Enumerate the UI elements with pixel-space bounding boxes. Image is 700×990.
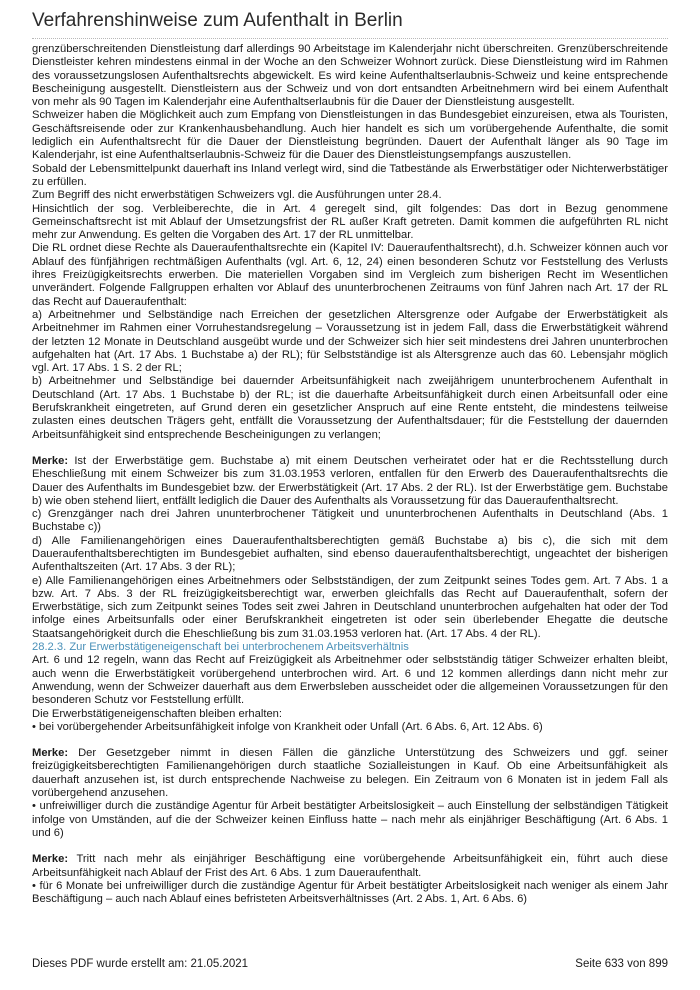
paragraph: Die RL ordnet diese Rechte als Daueraufenthaltsrechte ein (Kapitel IV: Daueraufenthaltsrecht), d.h. Schweizer können auch vor Ablauf des fünfjährigen rechtmäßigen Aufenthalts (vgl. Art. 6, 12, 24) einen besonderen Schutz vor Feststellung des Verlusts ihres Freizügigkeitsrechts erwerben. Die materiellen Vorgaben sind im Vergleich zum bisherigen Recht im Wesentlichen unverändert. Folgende Fallgruppen erhalten vor Ablauf des ununterbrochenen Zeitraums von fünf Jahren nach Art. 17 der RL das Recht auf Daueraufenthalt: <box>32 242 668 308</box>
merke-label: Merke: <box>32 853 69 866</box>
paragraph: Hinsichtlich der sog. Verbleiberechte, die in Art. 4 geregelt sind, gilt folgendes: Das dort in Bezug genommene Gemeinschaftsrecht ist mit Ablauf der Umsetzungsfrist der RL außer Kraft getreten. Damit kommen die aufgeführten RL nicht mehr zur Anwendung. Es gelten die Vorgaben des Art. 17 der RL unmittelbar. <box>32 202 668 242</box>
merke-text: Der Gesetzgeber nimmt in diesen Fällen die gänzliche Unterstützung des Schweizers und ggf. seiner freizügigkeitsberechtigten Familienangehörigen durch staatliche Sozialleistungen in Kauf. Ob eine Arbeitsunfähigkeit als dauerhaft anzusehen ist, ist durch entsprechende Nachweise zu belegen. Ein Zeitraum von 6 Monaten ist in jedem Fall als vorübergehend anzusehen. <box>32 747 668 800</box>
page-title: Verfahrenshinweise zum Aufenthalt in Berlin <box>32 10 668 39</box>
page-footer <box>32 958 668 970</box>
merke-text: Tritt nach mehr als einjähriger Beschäftigung eine vorübergehende Arbeitsunfähigkeit ein, führt auch diese Arbeitsunfähigkeit nach Ablauf der Frist des Art. 6 Abs. 1 zum Daueraufenthalt. <box>32 853 668 879</box>
list-item-b: b) Arbeitnehmer und Selbständige bei dauernder Arbeitsunfähigkeit nach zweijährigem ununterbrochenem Aufenthalt in Deutschland (Art. 17 Abs. 1 Buchstabe b) der RL; ist die dauerhafte Arbeitsunfähigkeit durch einen Arbeitsunfall oder eine Berufskrankheit eingetreten, auf Grund deren ein gesetzlicher Anspruch auf eine Rente entsteht, die mindestens teilweise zulasten eines deutschen Trägers geht, entfällt die Voraussetzung der Aufenthaltsdauer; für die Feststellung der dauernden Arbeitsunfähigkeit sind entsprechende Bescheinigungen zu verlangen; <box>32 375 668 441</box>
paragraph: Die Erwerbstätigeneigenschaften bleiben erhalten: <box>32 707 283 720</box>
merke-note <box>32 747 668 800</box>
merke-note <box>32 853 668 880</box>
list-item-d: d) Alle Familienangehörigen eines Daueraufenthaltsberechtigten gemäß Buchstabe a) bis c), die sich mit dem Daueraufenthaltsberechtigten im Bundesgebiet aufhalten, sind ebenso daueraufenthaltsberechtigt, ungeachtet der bisherigen Aufenthaltszeiten (Art. 17 Abs. 3 der RL); <box>32 534 668 574</box>
merke-label: Merke: <box>32 454 69 467</box>
list-item-e: e) Alle Familienangehörigen eines Arbeitnehmers oder Selbstständigen, der zum Zeitpunkt seines Todes gem. Art. 7 Abs. 1 a bzw. Art. 7 Abs. 3 der RL freizügigkeitsberechtigt war, erwerben gleichfalls das Recht auf Daueraufenthalt, sofern der Erwerbstätige, sich zum Zeitpunkt seines Todes seit zwei Jahren in Deutschland ununterbrochen aufgehalten hat oder der Tod infolge eines Arbeitsunfalls oder einer Berufskrankheit eingetreten ist oder sein überlebender Ehegatte die deutsche Staatsangehörigkeit durch die Eheschließung bis zum 31.03.1953 verloren hat. (Art. 17 Abs. 4 der RL). <box>32 574 668 640</box>
paragraph: grenzüberschreitenden Dienstleistung darf allerdings 90 Arbeitstage im Kalenderjahr nicht überschreiten. Grenzüberschreitende Dienstleister kehren mindestens einmal in der Woche an den Schweizer Wohnort zurück. Diese Dienstleistung wird im Rahmen des voraussetzungslosen Aufenthaltsrechts abgewickelt. Es wird keine Aufenthaltserlaubnis-Schweiz und keine entsprechende Bescheinigung ausgestellt. Dienstleistern aus der Schweiz und von dort entsandten Arbeitnehmern wird bei einem Aufenthalt von mehr als 90 Tagen im Kalenderjahr eine Aufenthaltserlaubnis für die Dauer der Dienstleistung ausgestellt. <box>32 43 668 109</box>
paragraph: Sobald der Lebensmittelpunkt dauerhaft ins Inland verlegt wird, sind die Tatbestände als Erwerbstätiger oder Nichterwerbstätiger zu erfüllen. <box>32 162 668 188</box>
paragraph: Art. 6 und 12 regeln, wann das Recht auf Freizügigkeit als Arbeitnehmer oder selbstständig tätiger Schweizer erhalten bleibt, auch wenn die Erwerbstätigkeit vorübergehend unterbrochen wird. Art. 6 und 12 kommen allerdings dann nicht mehr zur Anwendung, wenn der Schweizer dauerhaft aus dem Erwerbsleben ausscheidet oder die allgemeinen Voraussetzungen für den besonderen Schutz vor Feststellung erfüllt. <box>32 654 668 707</box>
list-item-a: a) Arbeitnehmer und Selbständige nach Erreichen der gesetzlichen Altersgrenze oder Aufgabe der Erwerbstätigkeit als Arbeitnehmer im Rahmen einer Vorruhestandsregelung – Voraussetzung ist in jedem Fall, dass die Erwerbstätigkeit während der letzten 12 Monate in Deutschland ausgeübt wurde und der Schweizer sich hier seit mindestens drei Jahren ununterbrochen aufgehalten hat (Art. 17 Abs. 1 Buchstabe a) der RL); für Selbstständige ist als Altersgrenze auch das 60. Lebensjahr möglich vgl. Art. 17 Abs. 1 S. 2 der RL; <box>32 308 668 375</box>
list-item-c: c) Grenzgänger nach drei Jahren ununterbrochener Tätigkeit und ununterbrochenen Aufenthalts in Deutschland (Abs. 1 Buchstabe c)) <box>32 508 668 534</box>
section-heading: 28.2.3. Zur Erwerbstätigeneigenschaft bei unterbrochenem Arbeitsverhältnis <box>32 641 409 654</box>
bullet-item: • bei vorübergehender Arbeitsunfähigkeit infolge von Krankheit oder Unfall (Art. 6 Abs. 6, Art. 12 Abs. 6) <box>32 720 543 733</box>
merke-text: Ist der Erwerbstätige gem. Buchstabe a) mit einem Deutschen verheiratet oder hat er die Rechtsstellung durch Eheschließung mit einem Schweizer bis zum 31.03.1953 verloren, entfallen für den Erwerb des Daueraufenthaltsrechts die Dauer des Aufenthalts im Bundesgebiet bzw. der Erwerbstätigkeit (Art. 17 Abs. 2 der RL). Ist der Erwerbstätige gem. Buchstabe b) wie oben stehend liiert, entfällt lediglich die Dauer des Aufenthalts als Voraussetzung für das Daueraufenthaltsrecht. <box>32 454 668 507</box>
bullet-item: • für 6 Monate bei unfreiwilliger durch die zuständige Agentur für Arbeit bestätigter Arbeitslosigkeit nach weniger als einem Jahr Beschäftigung – auch nach Ablauf eines befristeten Arbeitsverhältnisses (Art. 2 Abs. 1, Art. 6 Abs. 6) <box>32 879 668 906</box>
footer-page-number: Seite 633 von 899 <box>575 958 668 970</box>
document-body <box>32 43 668 906</box>
merke-note <box>32 455 668 508</box>
paragraph: Zum Begriff des nicht erwerbstätigen Schweizers vgl. die Ausführungen unter 28.4. <box>32 189 442 202</box>
footer-created-date: Dieses PDF wurde erstellt am: 21.05.2021 <box>32 958 249 970</box>
paragraph: Schweizer haben die Möglichkeit auch zum Empfang von Dienstleistungen in das Bundesgebiet einzureisen, etwa als Touristen, Geschäftsreisende oder zur Krankenhausbehandlung. Auch hier handelt es sich um vorübergehende Aufenthalte, die somit lediglich ein Aufenthaltsrecht für die Dauer der Dienstleistung begründen. Dauert der Aufenthalt länger als 90 Tage im Kalenderjahr, ist eine Aufenthaltserlaubnis-Schweiz für die Dauer des Dienstleistungsempfangs auszustellen. <box>32 109 668 162</box>
bullet-item: • unfreiwilliger durch die zuständige Agentur für Arbeit bestätigter Arbeitslosigkeit – auch Einstellung der selbständigen Tätigkeit infolge von Umständen, auf die der Schweizer keinen Einfluss hatte – nach mehr als einjähriger Beschäftigung (Art. 6 Abs. 1 und 6) <box>32 800 668 839</box>
merke-label: Merke: <box>32 747 69 760</box>
